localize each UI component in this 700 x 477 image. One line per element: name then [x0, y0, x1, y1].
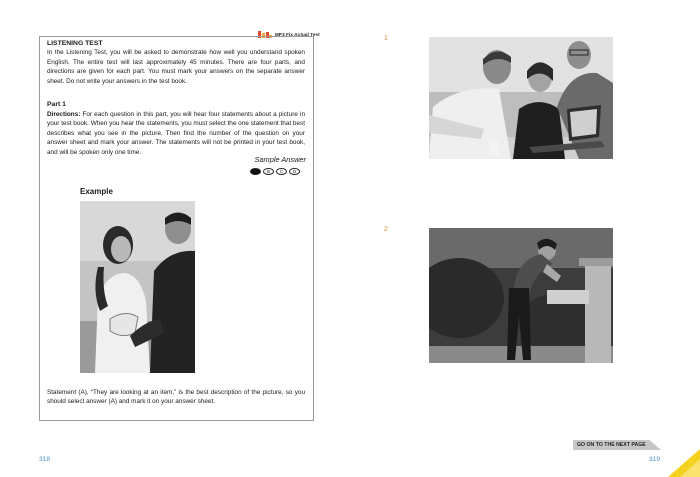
listening-test-body: In the Listening Test, you will be asked to demonstrate how well you understand spoken English. The entire test will last approximately 45 minutes. There are four parts, and directions are given for each part. You must mark your answers on the separate answer sheet. Do not write your answers in the test book. — [47, 49, 305, 85]
answer-bubble-b: B — [263, 168, 274, 175]
page-number-left: 318 — [39, 456, 51, 463]
sample-answer-label: Sample Answer — [254, 155, 306, 164]
question-number-1: 1 — [384, 35, 388, 42]
example-photo — [80, 201, 195, 373]
answer-bubble-c: C — [276, 168, 287, 175]
page-corner-decoration — [668, 449, 700, 477]
next-page-label: GO ON TO THE NEXT PAGE — [577, 442, 646, 448]
example-title: Example — [80, 187, 113, 196]
listening-test-title: LISTENING TEST — [47, 40, 103, 47]
question-2-photo — [429, 228, 613, 363]
question-1-photo — [429, 37, 613, 159]
part1-title: Part 1 — [47, 101, 66, 108]
part1-directions — [47, 110, 305, 157]
listening-test-section — [47, 39, 305, 86]
sample-answer-bubbles — [250, 168, 300, 175]
directions-text: For each question in this part, you will hear four statements about a picture in your test book. When you hear the statements, you must select the one statement that best describes what you see in the picture. Then find the number of the question on your answer sheet and mark your answer. The statements will not be printed in your test book, and will be spoken only one time. — [47, 111, 305, 156]
example-statement: Statement (A), “They are looking at an item,” is the best description of the picture, so you should select answer (A) and mark it on your answer sheet. — [47, 389, 305, 406]
page-number-right: 319 — [649, 456, 661, 463]
answer-bubble-d: D — [289, 168, 300, 175]
brand-text: MP3 Fix Actual Test — [275, 31, 320, 37]
question-number-2: 2 — [384, 226, 388, 233]
directions-label: Directions: — [47, 111, 81, 118]
answer-bubble-a — [250, 168, 261, 175]
